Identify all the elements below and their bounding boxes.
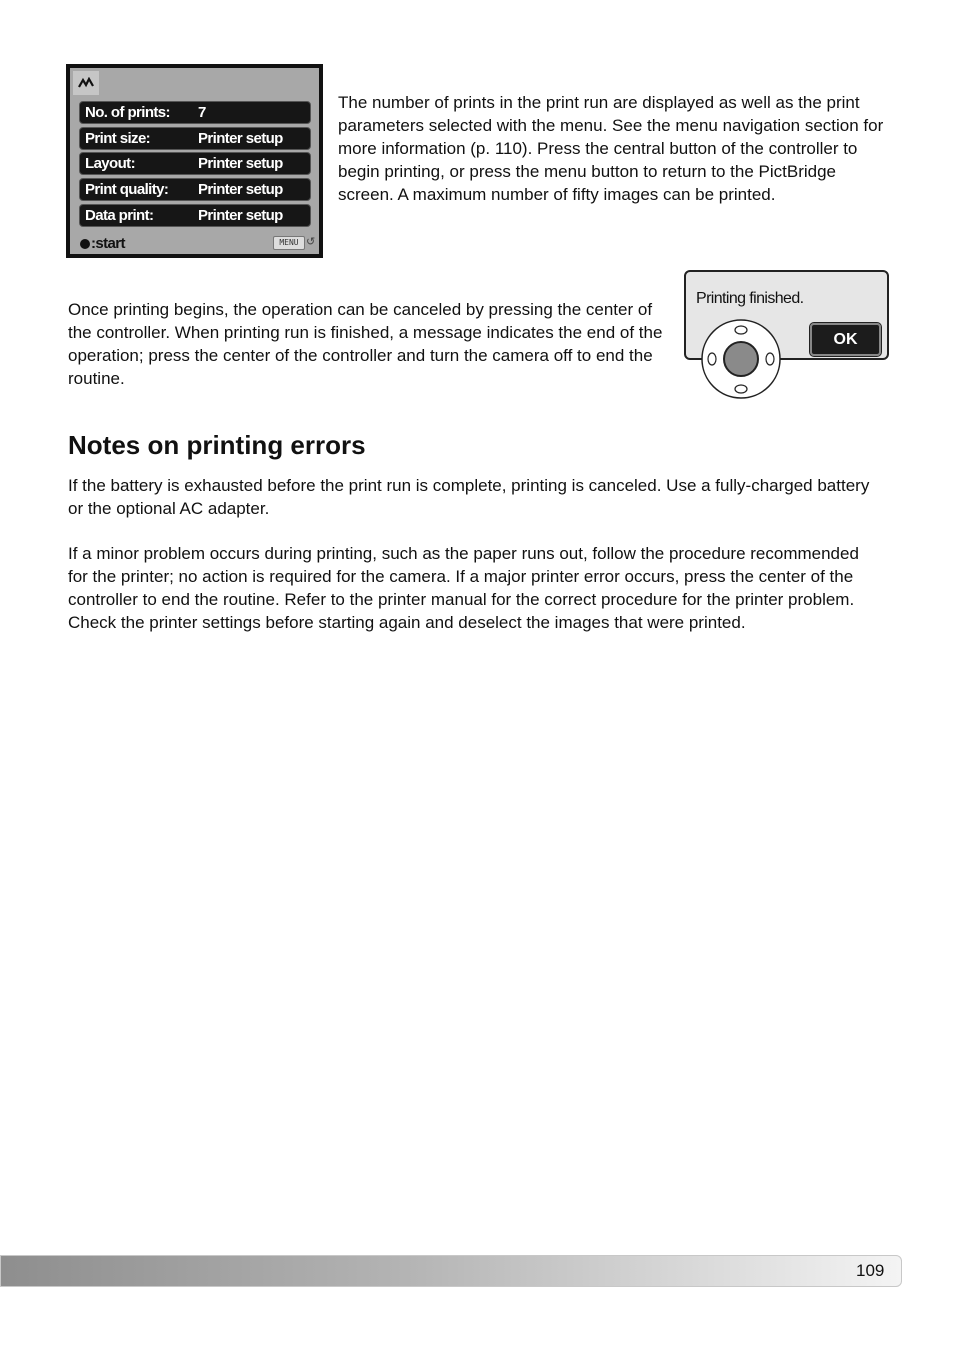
- lcd-row-no-of-prints[interactable]: [79, 101, 311, 124]
- pictbridge-icon: [78, 77, 94, 89]
- lcd-panel: [70, 68, 319, 254]
- lcd-row-value: Printer setup: [198, 130, 283, 147]
- section-heading: Notes on printing errors: [68, 430, 366, 460]
- lcd-row-label: Data print:: [85, 207, 154, 224]
- paragraph-printing-begins: Once printing begins, the operation can be canceled by pressing the center of the controller. When printing run is finished, a message indicates the end of the operation; press the center of the controller and turn the camera off to end the routine.: [68, 300, 663, 388]
- lcd-start-hint: [80, 235, 125, 252]
- dialog-message: Printing finished.: [696, 290, 804, 307]
- paragraph-print-run-info: The number of prints in the print run are displayed as well as the print parameters selected with the menu. See the menu navigation section for more information (p. 110). Press the central button of the controller to begin printing, or press the menu button to return to the PictBridge screen. A maximum number of fifty images can be printed.: [338, 93, 884, 204]
- footer-bar: [0, 1255, 902, 1287]
- menu-button-badge: MENU: [273, 236, 305, 250]
- lcd-row-label: Print quality:: [85, 181, 169, 198]
- paragraph-battery: If the battery is exhausted before the print run is complete, printing is canceled. Use a fully-charged battery or the optional AC adapter.: [68, 476, 870, 518]
- center-button-icon: [80, 239, 90, 249]
- controller-icon: [700, 318, 782, 400]
- lcd-row-layout[interactable]: [79, 152, 311, 175]
- lcd-row-label: No. of prints:: [85, 104, 170, 121]
- lcd-row-label: Print size:: [85, 130, 151, 147]
- lcd-row-label: Layout:: [85, 155, 135, 172]
- paragraph-printer-error: If a minor problem occurs during printing, such as the paper runs out, follow the procedure recommended for the printer; no action is required for the camera. If a major printer error occurs, press the center of the controller to end the routine. Refer to the printer manual for the correct procedure for the printer problem. Check the printer settings before starting again and deselect the images that were printed.: [68, 544, 859, 632]
- lcd-row-data-print[interactable]: [79, 204, 311, 227]
- lcd-row-value: Printer setup: [198, 155, 283, 172]
- lcd-row-print-size[interactable]: [79, 127, 311, 150]
- lcd-row-value: Printer setup: [198, 181, 283, 198]
- ok-button[interactable]: OK: [810, 323, 881, 356]
- lcd-row-value: 7: [198, 104, 206, 121]
- return-arrow-icon: ↺: [306, 236, 316, 248]
- start-label: :start: [91, 235, 125, 252]
- page-number: 109: [856, 1261, 885, 1280]
- pictbridge-tab: [73, 71, 99, 95]
- lcd-row-print-quality[interactable]: [79, 178, 311, 201]
- lcd-row-value: Printer setup: [198, 207, 283, 224]
- camera-lcd-screen: [66, 64, 323, 258]
